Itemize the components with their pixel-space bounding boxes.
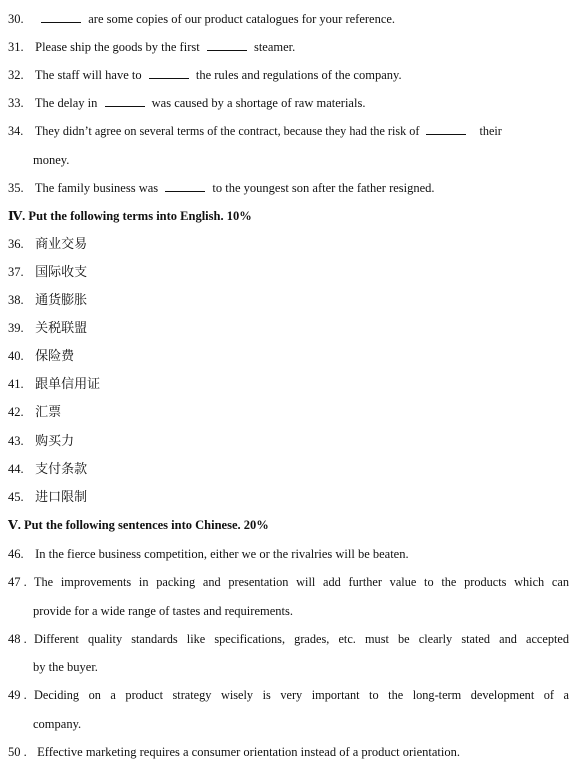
term-item xyxy=(8,488,569,507)
question-34 xyxy=(8,122,569,140)
question-32 xyxy=(8,66,569,84)
question-33 xyxy=(8,94,569,112)
term-text: 汇票 xyxy=(35,405,62,420)
sentence-text: Deciding on a product strategy wisely is very important to the long-term development of a xyxy=(34,688,569,702)
section-v-heading: Ⅴ. Put the following sentences into Chinese. 20% xyxy=(8,518,269,532)
sentence-number: 47 . xyxy=(8,575,27,589)
sentence-number: 46. xyxy=(8,547,24,561)
term-item xyxy=(8,319,569,338)
sentence-47-continuation: provide for a wide range of tastes and requirements. xyxy=(33,604,293,618)
term-text: 保险费 xyxy=(35,349,75,364)
term-text: 商业交易 xyxy=(35,237,88,252)
term-number: 39. xyxy=(8,321,24,335)
sentence-number: 50 . xyxy=(8,745,27,759)
term-text: 国际收支 xyxy=(35,265,88,280)
sentence-number: 49 . xyxy=(8,688,27,702)
question-number: 35. xyxy=(8,181,24,195)
question-text: are some copies of our product catalogues for your reference. xyxy=(88,12,396,26)
answer-blank[interactable] xyxy=(165,179,205,192)
sentence-text: In the fierce business competition, either we or the rivalries will be beaten. xyxy=(35,547,409,561)
term-item xyxy=(8,375,569,394)
sentence-text: Effective marketing requires a consumer orientation instead of a product orientation. xyxy=(37,745,461,759)
sentence-49 xyxy=(8,686,569,704)
question-text-after: steamer. xyxy=(253,40,296,54)
question-number: 31. xyxy=(8,40,24,54)
answer-blank[interactable] xyxy=(105,94,145,107)
question-30 xyxy=(8,10,569,28)
question-34-continuation: money. xyxy=(33,153,70,167)
question-text: The staff will have to xyxy=(34,68,142,82)
section-iv-heading: Ⅳ. Put the following terms into English. 10% xyxy=(8,209,252,223)
term-text: 通货膨胀 xyxy=(35,293,88,308)
term-number: 45. xyxy=(8,490,24,504)
question-number: 34. xyxy=(8,124,24,138)
sentence-46 xyxy=(8,545,569,563)
term-number: 36. xyxy=(8,237,24,251)
term-number: 41. xyxy=(8,377,24,391)
sentence-number: 48 . xyxy=(8,632,27,646)
question-text: They didn’t agree on several terms of the contract, because they had the risk of xyxy=(34,124,420,138)
term-number: 44. xyxy=(8,462,24,476)
answer-blank[interactable] xyxy=(149,66,189,79)
question-text-after: was caused by a shortage of raw materials. xyxy=(151,96,366,110)
question-text-after: the rules and regulations of the company. xyxy=(195,68,402,82)
question-35 xyxy=(8,179,569,197)
term-item xyxy=(8,291,569,310)
sentence-49-continuation: company. xyxy=(33,717,82,731)
question-number: 32. xyxy=(8,68,24,82)
term-number: 43. xyxy=(8,434,24,448)
term-number: 40. xyxy=(8,349,24,363)
question-number: 33. xyxy=(8,96,24,110)
term-text: 关税联盟 xyxy=(35,321,88,336)
term-item xyxy=(8,403,569,422)
question-number: 30. xyxy=(8,12,24,26)
term-item xyxy=(8,235,569,254)
term-item xyxy=(8,347,569,366)
term-text: 购买力 xyxy=(35,434,75,449)
term-item xyxy=(8,263,569,282)
question-text: The family business was xyxy=(34,181,159,195)
term-number: 42. xyxy=(8,405,24,419)
question-31 xyxy=(8,38,569,56)
term-text: 跟单信用证 xyxy=(35,377,101,392)
term-number: 38. xyxy=(8,293,24,307)
question-text: Please ship the goods by the first xyxy=(35,40,200,54)
question-text: The delay in xyxy=(34,96,98,110)
sentence-47 xyxy=(8,573,569,591)
term-text: 进口限制 xyxy=(35,490,88,505)
term-number: 37. xyxy=(8,265,24,279)
sentence-50 xyxy=(8,743,569,761)
sentence-48 xyxy=(8,630,569,648)
answer-blank[interactable] xyxy=(41,10,81,23)
sentence-48-continuation: by the buyer. xyxy=(33,660,98,674)
term-item xyxy=(8,460,569,479)
question-text-after: their xyxy=(479,124,502,138)
term-text: 支付条款 xyxy=(35,462,88,477)
sentence-text: Different quality standards like specifications, grades, etc. must be clearly stated and accepted xyxy=(34,632,569,646)
sentence-text: The improvements in packing and presentation will add further value to the products which can xyxy=(34,575,569,589)
term-item xyxy=(8,432,569,451)
answer-blank[interactable] xyxy=(426,122,466,135)
question-text-after: to the youngest son after the father resigned. xyxy=(212,181,435,195)
answer-blank[interactable] xyxy=(207,38,247,51)
